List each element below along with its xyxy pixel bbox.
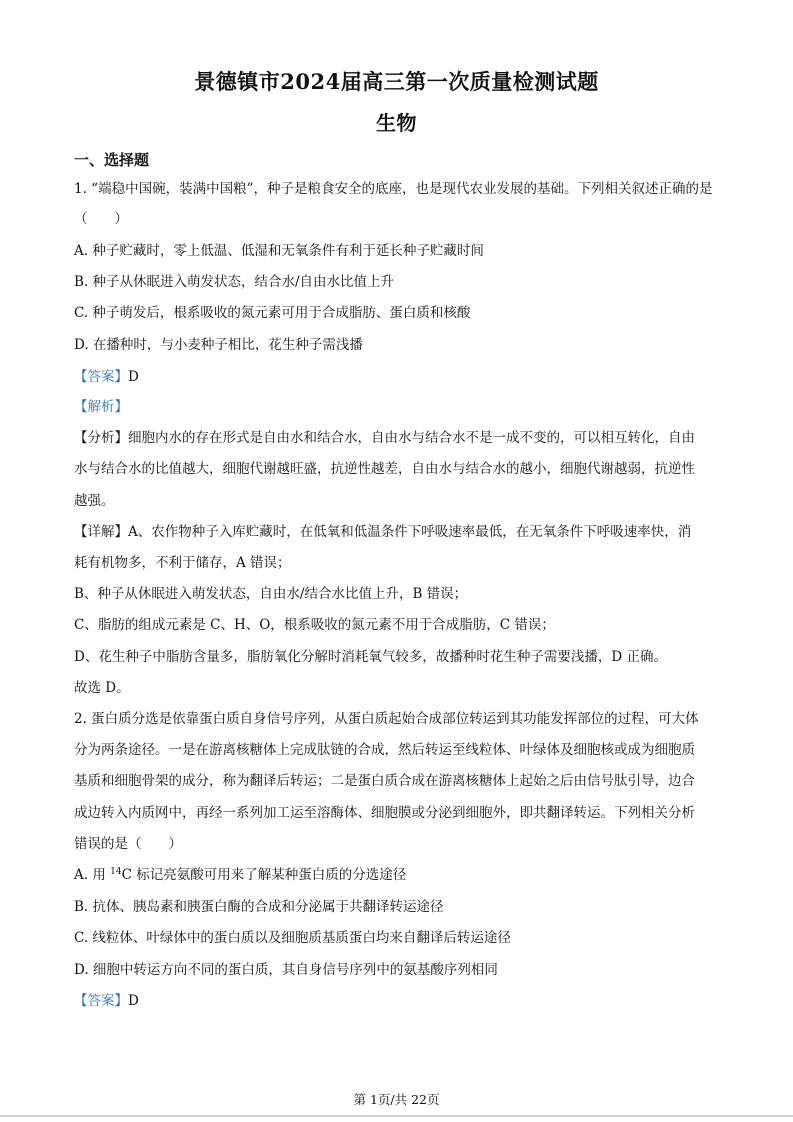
detail-text-1: A、农作物种子入库贮藏时，在低氧和低温条件下呼吸速率最低，在无氧条件下呼吸速率快，消 xyxy=(128,524,692,540)
q1-fenxi-line-2: 水与结合水的比值越大，细胞代谢越旺盛，抗逆性越差，自由水与结合水的越小，细胞代谢越弱，抗逆性 xyxy=(74,461,695,477)
isotope-superscript: 14 xyxy=(110,867,122,877)
answer-tag: 【答案】 xyxy=(74,369,128,385)
q1-fenxi-line-1 xyxy=(74,428,695,448)
q1-analysis xyxy=(74,397,128,417)
q1-detail-line-1 xyxy=(74,522,691,542)
section-heading: 一、选择题 xyxy=(74,151,150,169)
q1-option-b: B. 种子从休眠进入萌发状态，结合水/自由水比值上升 xyxy=(74,274,395,290)
q1-fenxi-line-3: 越强。 xyxy=(74,493,115,509)
q2-answer xyxy=(74,991,139,1011)
page-number: 第 1页/共 22页 xyxy=(353,1092,440,1107)
q1-option-c: C. 种子萌发后，根系吸收的氮元素可用于合成脂肪、蛋白质和核酸 xyxy=(74,305,471,321)
q1-detail-line-6: 故选 D。 xyxy=(74,680,130,696)
q1-detail-line-5: D、花生种子中脂肪含量多，脂肪氧化分解时消耗氧气较多，故播种时花生种子需要浅播，D 正确。 xyxy=(74,649,667,665)
q1-detail-line-2: 耗有机物多，不利于储存，A 错误； xyxy=(74,555,291,571)
subject-title: 生物 xyxy=(376,111,417,135)
answer-tag: 【答案】 xyxy=(74,993,128,1009)
q2-stem-line-5: 错误的是（ ） xyxy=(74,836,182,852)
q1-answer xyxy=(74,367,139,387)
q2-stem-line-4: 成边转入内质网中，再经一系列加工运至溶酶体、细胞膜或分泌到细胞外，即共翻译转运。下列相关分析 xyxy=(74,805,695,821)
q2-stem-line-2: 分为两条途径。一是在游离核糖体上完成肽链的合成，然后转运至线粒体、叶绿体及细胞核或成为细胞质 xyxy=(74,742,695,758)
fenxi-text-1: 细胞内水的存在形式是自由水和结合水，自由水与结合水不是一成不变的，可以相互转化，自由 xyxy=(128,430,695,446)
q2-option-c: C. 线粒体、叶绿体中的蛋白质以及细胞质基质蛋白均来自翻译后转运途径 xyxy=(74,930,511,946)
q2-option-d: D. 细胞中转运方向不同的蛋白质，其自身信号序列中的氨基酸序列相同 xyxy=(74,962,498,978)
page-bottom-divider xyxy=(0,1115,793,1117)
q2-stem-line-3: 基质和细胞骨架的成分，称为翻译后转运；二是蛋白质合成在游离核糖体上起始之后由信号肽引导，边合 xyxy=(74,773,695,789)
q2-option-a xyxy=(74,865,406,885)
q2-option-a-text: C 标记亮氨酸可用来了解某种蛋白质的分选途径 xyxy=(121,867,407,883)
q1-detail-line-3: B、种子从休眠进入萌发状态，自由水/结合水比值上升，B 错误； xyxy=(74,586,468,602)
q1-stem-line-2: （ ） xyxy=(74,211,128,227)
q1-stem-line-1: 1. “端稳中国碗，装满中国粮”，种子是粮食安全的底座，也是现代农业发展的基础。下列相关叙述正确的是 xyxy=(74,181,713,197)
xiangjie-tag: 【详解】 xyxy=(74,524,128,540)
q2-option-b: B. 抗体、胰岛素和胰蛋白酶的合成和分泌属于共翻译转运途径 xyxy=(74,899,444,915)
fenxi-tag: 【分析】 xyxy=(74,430,128,446)
q2-option-a-prefix: A. 用 xyxy=(74,867,111,883)
q1-detail-line-4: C、脂肪的组成元素是 C、H、O，根系吸收的氮元素不用于合成脂肪，C 错误； xyxy=(74,617,555,633)
answer-value: D xyxy=(128,993,139,1009)
q1-option-d: D. 在播种时，与小麦种子相比，花生种子需浅播 xyxy=(74,337,363,353)
analysis-tag: 【解析】 xyxy=(74,399,128,415)
q1-option-a: A. 种子贮藏时，零上低温、低湿和无氧条件有利于延长种子贮藏时间 xyxy=(74,243,484,259)
answer-value: D xyxy=(128,369,139,385)
document-title: 景德镇市2024届高三第一次质量检测试题 xyxy=(194,69,599,94)
q2-stem-line-1: 2. 蛋白质分选是依靠蛋白质自身信号序列，从蛋白质起始合成部位转运到其功能发挥部位的过程，可大体 xyxy=(74,711,699,727)
